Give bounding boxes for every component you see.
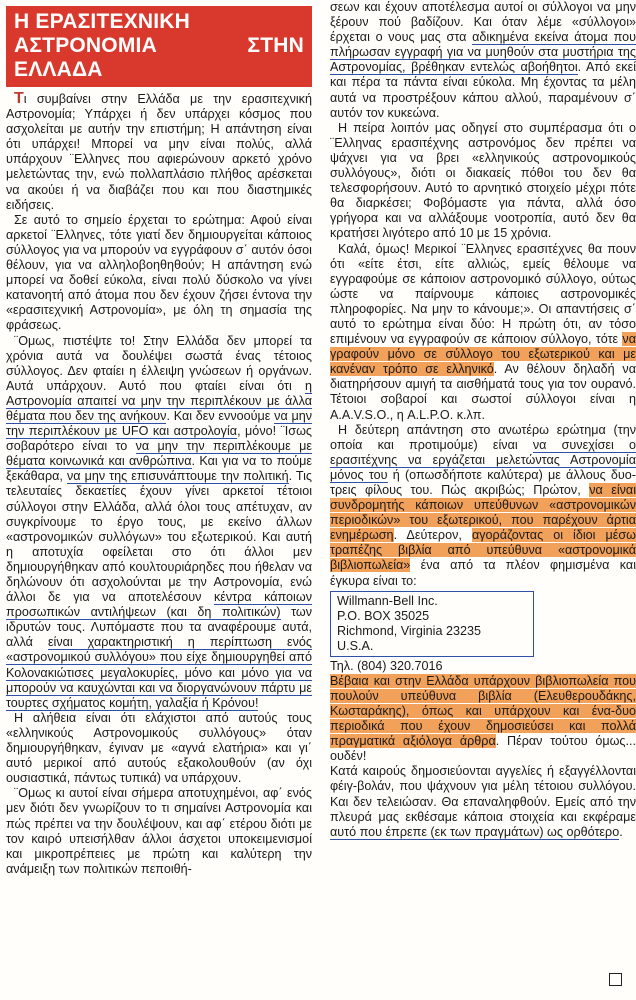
underlined-phrase: αδικημένα εκείνα άτομα που πλήρωσαν εγγραφή για να μυηθούν στα μυστήρια της Αστρονομίας, βρέθηκαν εντελώς αβοήθητοι xyxy=(330,30,636,75)
paragraph-text: ι συμβαίνει στην Ελλάδα με την ερασιτεχνική Αστρονομία; Υπάρχει ή δεν υπάρχει κόσμος που ασχολείται με αυτήν την επιστήμη; Η απάντηση είναι ότι υπάρχει! Μπορεί να μην είναι πολύς, αλλά υπάρχουν ¨Ελληνες που αφιερώνουν αρκετό χρόνο μελετώντας την, ενώ πολλαπλάσιο πλήθος αρέσκεται να ακούει ή να διαβάζει που και που διαστημικές ειδήσεις. xyxy=(6,92,312,212)
drop-cap: Τ xyxy=(14,90,24,107)
paragraph: Σε αυτό το σημείο έρχεται το ερώτημα: Αφού είναι αρκετοί ¨Ελληνες, τότε γιατί δεν δημιουργείται κάποιος σύλλογος για να μπορούν να εγγράφουν σ΄ αυτόν όσοι θέλουν, για να αλληλοβοηθηθούν; Η απάντηση ενώ μπορεί να δοθεί εύκολα, είναι πολύ δύσκολο να γίνει κατανοητή από άτομα που δεν έχουν ζήσει έντονα την «ερασιτεχνική Αστρονομία», με όλη τη σημασία της φράσεως. xyxy=(6,212,312,333)
address-line: Willmann-Bell Inc. xyxy=(337,593,438,608)
paragraph: Η πείρα λοιπόν μας οδηγεί στο συμπέρασμα ότι ο ¨Ελληνας ερασιτέχνης αστρονόμος δεν πρέπει να ψάχνει για να βρει «ελληνικούς αστρονομικούς συλλόγους», διότι οι διακαείς πόθοι του δεν θα τελεσφορήσουν. Αυτό το αρνητικό στοιχείο μέχρι πότε θα διαρκέσει; Φοβόμαστε για πάντα, αλλά όσο γρήγορα και να αλλάξουμε νοοτροπία, αυτό δεν θα κρατήσει λιγότερο από 10 με 15 χρόνια. xyxy=(330,120,636,241)
address-line: P.O. BOX 35025 xyxy=(337,608,430,623)
phone-line: Τηλ. (804) 320.7016 xyxy=(330,658,443,673)
paragraph: Η αλήθεια είναι ότι ελάχιστοι από αυτούς τους «ελληνικούς Αστρονομικούς συλλόγους» όταν δημιουργήθηκαν, έγιναν με «αγνά ελατήρια» και γι΄ αυτό μερικοί από αυτούς εξακολουθούν (αν όχι ουσιαστικά, πάντως τυπικά) να υπάρχουν. xyxy=(6,710,312,786)
paragraph xyxy=(330,764,636,839)
underlined-phrase: κέντρα κάποιων προσωπικών αντιλήψεων (και δη πολιτικών) xyxy=(6,590,312,620)
paragraph-text: ένα από τα πλέον φημισμένα και έγκυρα είναι το: xyxy=(330,558,636,588)
underlined-phrase: να μην την περιπλέκουμε με θέματα κοινωνικά και ανθρώπινα xyxy=(6,439,312,469)
address-line: U.S.A. xyxy=(337,638,374,653)
paragraph-text: Η δεύτερη απάντηση στο ανωτέρω ερώτημα (την οποία και προτιμούμε) είναι xyxy=(330,422,636,452)
paragraph-text: . xyxy=(619,824,623,839)
underlined-phrase: αυτό που έπρεπε (εκ των πραγμάτων) ως ορθότερο xyxy=(330,824,620,839)
highlighted-phrase: να είναι συνδρομητής κάποιων υπεύθυνων «αστρονομικών περιοδικών» του εξωτερικού, που παρέχουν άρτια ενημέρωση xyxy=(330,483,636,543)
paragraph-text: . Και για να το πούμε ξεκάθαρα, xyxy=(6,454,312,484)
paragraph-text: σεων και έχουν αποτέλεσμα αυτοί οι σύλλογοι να μην ξέρουν πού βαδίζουν. Και όταν λέμε «σύλλογοι» έρχεται ο νους μας στα xyxy=(330,0,636,45)
paragraph-text: . Τις τελευταίες δεκαετίες έχουν γίνει αρκετοί τέτοιοι σύλλογοι στην Ελλάδα, αλλά όλοι τους απέτυχαν, αν συγκρίνουμε το έργο τους, με εκείνο άλλων «αστρονομικών συλλόγων» του εξωτερικού. Και αυτή η αποτυχία οφείλεται στο ότι άλλοι μεν δημιουργήθηκαν από κουλτουριάρηδες που ήθελαν να δηλώνουν ότι ασχολούνται με την Αστρονομία, ενώ άλλοι δε για να αποτελέσουν xyxy=(6,469,312,605)
title-line-2: ΑΣΤΡΟΝΟΜΙΑ ΣΤΗΝ ΕΛΛΑΔΑ xyxy=(14,34,304,81)
left-column xyxy=(6,6,312,1000)
paragraph-text: Κατά καιρούς δημοσιεύονται αγγελίες ή εξαγγέλλονται φέιγ-βολάν, που ψάχνουν για μέλη τέτοιου συλλόγου. Και δεν τελειώσαν. Θα επαναληφθούν. Εμείς από την πλευρά μας εκθέσαμε κάποια στοιχεία και εκφέραμε xyxy=(330,764,636,824)
paragraph-text: . Πέραν τούτου όμως... ουδέν! xyxy=(330,734,636,764)
highlighted-phrase: Βέβαια και στην Ελλάδα υπάρχουν βιβλιοπωλεία που πουλούν υπεύθυνα βιβλία (Ελευθερουδάκης, Κωσταράκης), όπως και υπάρχουν και ένα-δυο περιοδικά που έχουν δημοσιεύσει και πολλά πραγματικά αξιόλογα άρθρα xyxy=(330,673,636,749)
paragraph xyxy=(330,0,636,121)
end-mark xyxy=(609,973,622,986)
paragraph: ¨Ομως κι αυτοί είναι σήμερα αποτυχημένοι, αφ΄ ενός μεν διότι δεν γνωρίζουν το τι σημαίνει Αστρονομία και πώς πρέπει να την δουλέψουν, και αφ΄ ετέρου διότι με τον καιρό υπεισήλθαν άλλοι άσχετοι υποκειμενισμοί και μικροπρέπειες με πρώτη και καλύτερη την ανάμειξη των πολιτικών πεποιθή- xyxy=(6,786,312,876)
paragraph-text: . Δεύτερον, xyxy=(393,528,472,543)
highlighted-phrase: αγοράζοντας οι ίδιοι μέσω τραπέζης βιβλία από υπεύθυνα «αστρονομικά βιβλιοπωλεία» xyxy=(330,528,636,573)
paragraph-text: Καλά, όμως! Μερικοί ¨Ελληνες ερασιτέχνες θα πουν ότι «είτε έτσι, είτε αλλιώς, εμείς θέλουμε να εγγραφούμε σε κάποιον αστρονομικό σύλλογο, ούτως ώστε να παίρνουμε κάποιες αστρονομικές πληροφορίες. Να μην το κάνουμε;». Οι απαντήσεις σ΄ αυτό το ερώτημα είναι δύο: Η πρώτη ότι, αν τόσο επιμένουν να εγγραφούν σε κάποιον σύλλογο, τότε xyxy=(330,241,636,347)
paragraph-text: . Αν θέλουν δηλαδή να διατηρήσουν αμιγή τα αισθήματά τους για τον ουρανό. Τέτοιοι σοβαροί και σωστοί σύλλογοι είναι η A.A.V.S.O., η A.L.P.O. κ.λπ. xyxy=(330,362,636,422)
paragraph-text: ή (οπωσδήποτε καλύτερα) με άλλους δυο-τρεις φίλους του. Πώς ακριβώς; Πρώτον, xyxy=(330,467,636,497)
title-line-1: Η ΕΡΑΣΙΤΕΧΝΙΚΗ xyxy=(14,10,191,33)
paragraph xyxy=(330,674,636,765)
paragraph-text: . Και δεν εννοούμε xyxy=(166,408,275,423)
paragraph-text: ¨Ομως, πιστέψτε το! Στην Ελλάδα δεν μπορεί τα χρόνια αυτά να δουλέψει σωστά ένας τέτοιος σύλλογος. Δεν φταίει η έλλειψη γνώσεων ή οργάνων. Αυτά υπάρχουν. Αυτό που φταίει είναι ότι xyxy=(6,333,312,393)
paragraph-text: των ιδρυτών τους. Λυπόμαστε που τα αναφέρουμε αυτά, αλλά xyxy=(6,605,312,650)
address-line: Richmond, Virginia 23235 xyxy=(337,623,481,638)
paragraph-text: , μόνο! ¨Ισως σοβαρότερο είναι το xyxy=(6,424,312,454)
underlined-phrase: είναι χαρακτηριστική η περίπτωση ενός «αστρονομικού συλλόγου» που είχε δημιουργηθεί από Κολονακιώτισες μεγαλοκυρίες, μόνο και μόνο για να μπορούν να καυχώνται και να διοργανώνουν πάρτυ με τουρτες σχήματος κομήτη, γαλαξία ή Κρόνου! xyxy=(6,635,312,710)
article-title xyxy=(6,6,312,87)
paragraph xyxy=(6,91,312,213)
paragraph-text: . Από εκεί και πέρα τα πάντα είναι εύκολα. Μη έχοντας τα μέλη αυτά να προστρέξουν κάπου αλλού, παραμένουν σ΄ αυτόν τον κυκεώνα. xyxy=(330,60,636,120)
highlighted-phrase: να γραφούν μόνο σε σύλλογο του εξωτερικού και με κανέναν τρόπο σε ελληνικό xyxy=(330,332,636,377)
right-column xyxy=(330,0,636,1000)
underlined-phrase: η Αστρονομία απαιτεί να μην την περιπλέκουν με άλλα θέματα που δεν της ανήκουν xyxy=(6,378,312,423)
underlined-phrase: να συνεχίσει ο ερασιτέχνης να εργάζεται μελετώντας Αστρονομία μόνος του xyxy=(330,437,636,482)
underlined-phrase: να μην την περιπλέκουν με UFO και αστρολογία xyxy=(6,408,312,439)
paragraph xyxy=(6,334,312,711)
underlined-phrase: να μην της επισυνάπτουμε την πολιτική xyxy=(66,469,289,484)
paragraph xyxy=(330,242,636,423)
address-box xyxy=(330,591,534,657)
paragraph xyxy=(330,423,636,589)
